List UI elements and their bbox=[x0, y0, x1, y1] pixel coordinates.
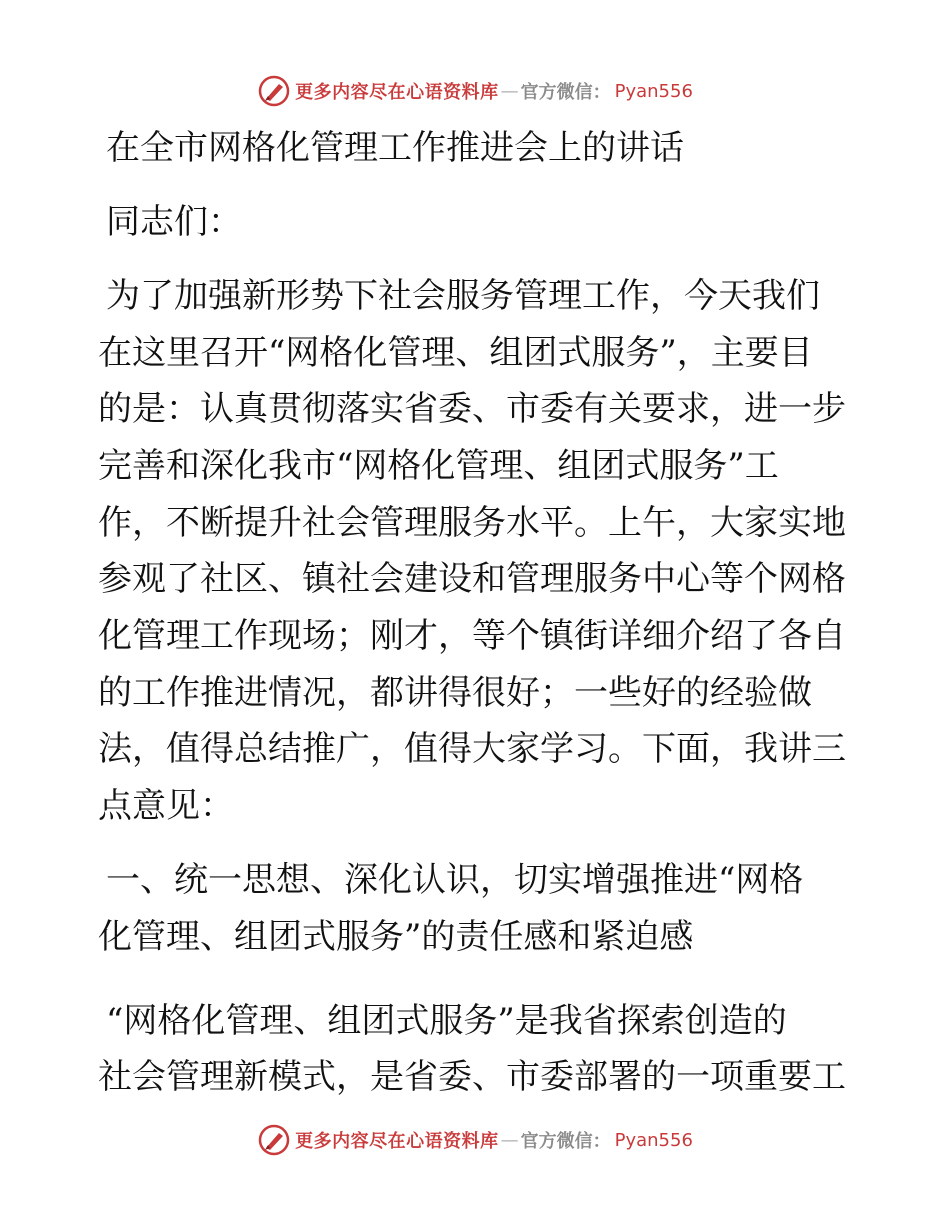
watermark-dash: — bbox=[500, 1129, 519, 1151]
document-title: 在全市网格化管理工作推进会上的讲话 bbox=[106, 128, 684, 168]
paragraph-line: 法，值得总结推广，值得大家学习。下面，我讲三 bbox=[98, 729, 846, 769]
watermark-footer bbox=[0, 1120, 950, 1160]
paragraph-line: 参观了社区、镇社会建设和管理服务中心等个网格 bbox=[98, 559, 846, 599]
paragraph-line: “网格化管理、组团式服务”是我省探索创造的 bbox=[106, 1001, 787, 1041]
quill-circle-logo-icon bbox=[257, 1123, 291, 1157]
paragraph-line: 化管理工作现场；刚才，等个镇街详细介绍了各自 bbox=[98, 616, 846, 656]
section-heading-line: 化管理、组团式服务”的责任感和紧迫感 bbox=[98, 917, 694, 957]
paragraph-line: 完善和深化我市“网格化管理、组团式服务”工 bbox=[98, 446, 779, 486]
paragraph-line: 社会管理新模式，是省委、市委部署的一项重要工 bbox=[98, 1057, 846, 1097]
watermark-text: 更多内容尽在心语资料库 bbox=[295, 82, 499, 103]
paragraph-line: 的是：认真贯彻落实省委、市委有关要求，进一步 bbox=[98, 389, 846, 429]
watermark-dash: — bbox=[500, 80, 519, 102]
watermark-wechat-id: Pyan556 bbox=[614, 1129, 693, 1151]
section-heading-line: 一、统一思想、深化认识，切实增强推进“网格 bbox=[106, 860, 804, 900]
watermark-header bbox=[0, 71, 950, 111]
paragraph-line: 作，不断提升社会管理服务水平。上午，大家实地 bbox=[98, 503, 846, 543]
watermark-wechat-id: Pyan556 bbox=[614, 80, 693, 102]
watermark-text: 更多内容尽在心语资料库 bbox=[295, 1131, 499, 1152]
greeting: 同志们： bbox=[106, 202, 242, 242]
paragraph-line: 为了加强新形势下社会服务管理工作，今天我们 bbox=[106, 276, 820, 316]
paragraph-line: 在这里召开“网格化管理、组团式服务”，主要目 bbox=[98, 333, 813, 373]
paragraph-line: 点意见： bbox=[98, 786, 234, 826]
paragraph-line: 的工作推进情况，都讲得很好；一些好的经验做 bbox=[98, 673, 812, 713]
quill-circle-logo-icon bbox=[257, 74, 291, 108]
watermark-official: 官方微信： bbox=[520, 82, 611, 103]
watermark-official: 官方微信： bbox=[520, 1131, 611, 1152]
